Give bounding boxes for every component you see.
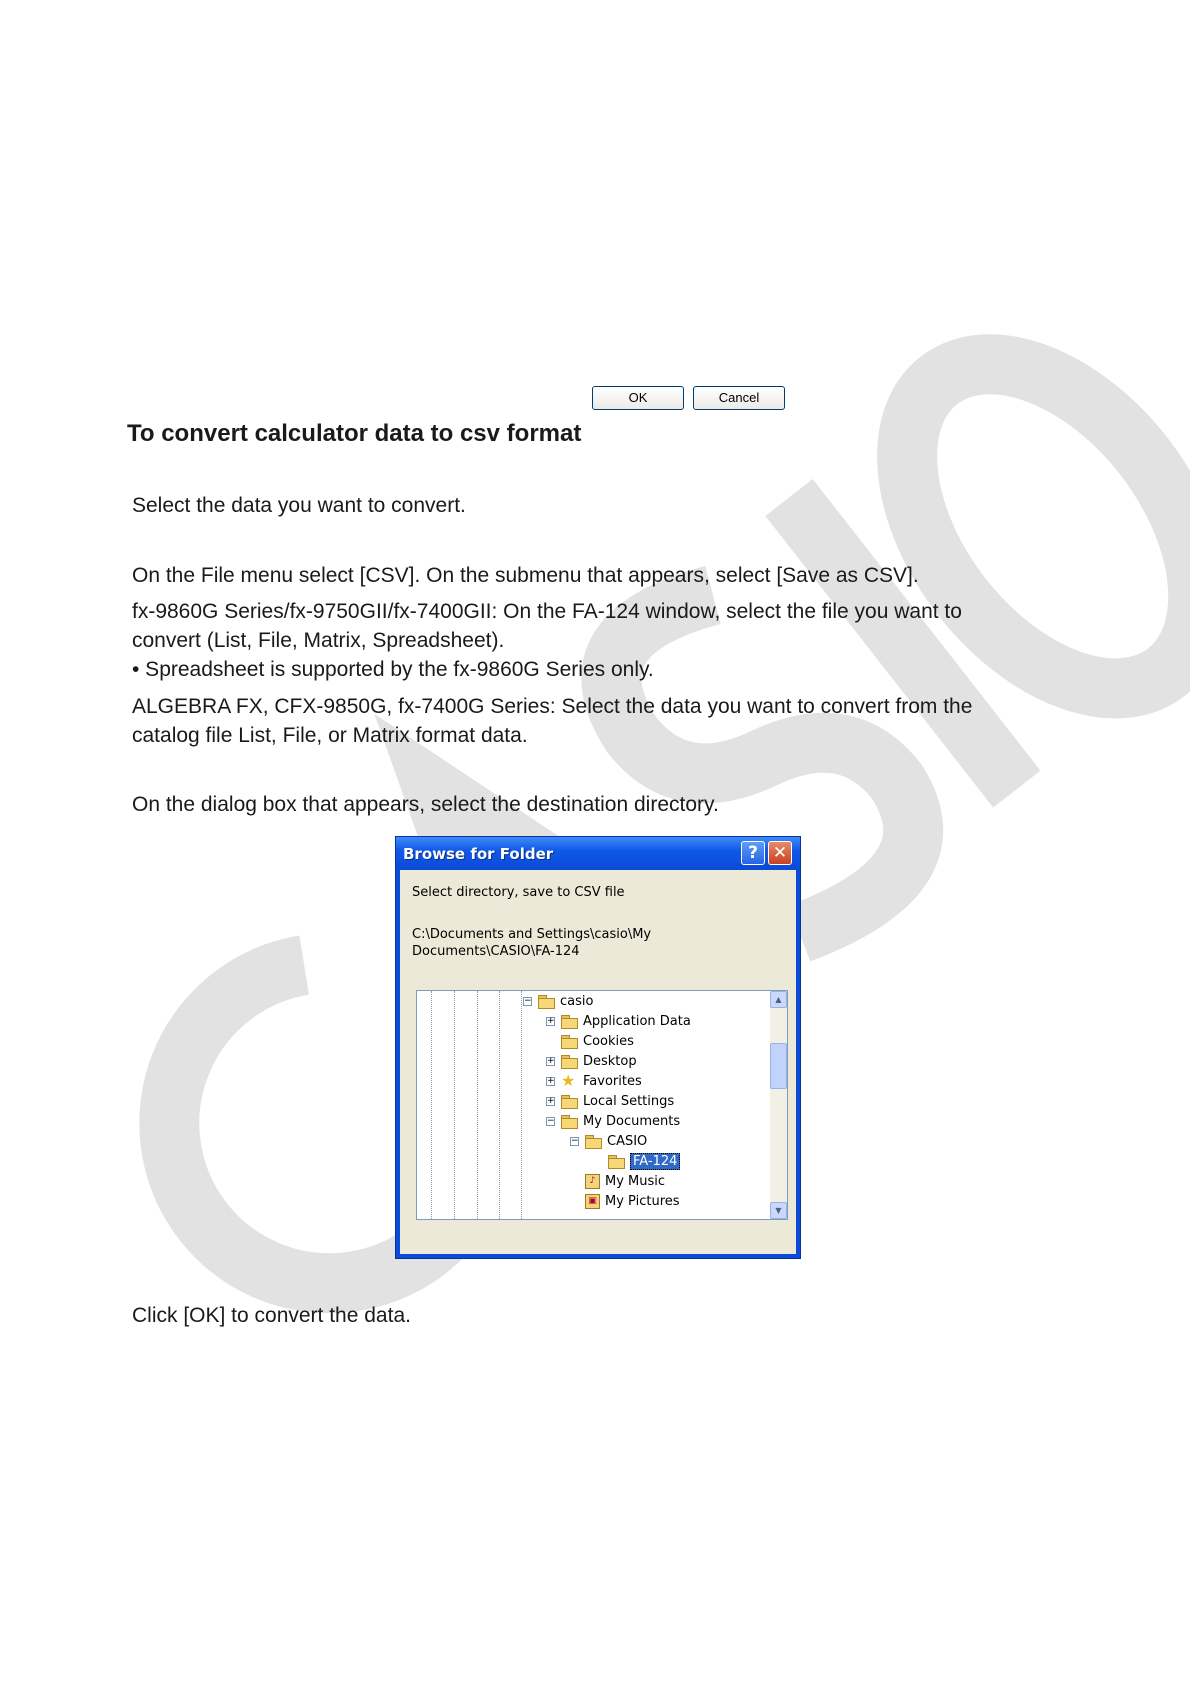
folder-icon	[561, 1015, 578, 1028]
browse-for-folder-dialog	[395, 836, 801, 1259]
tree-item-cookies[interactable]	[546, 1032, 634, 1050]
note-2-line-1: ALGEBRA FX, CFX-9850G, fx-7400G Series: Select the data you want to convert from the	[132, 695, 973, 718]
help-button[interactable]: ?	[741, 841, 765, 865]
note-1-line-2: convert (List, File, Matrix, Spreadsheet).	[132, 629, 505, 652]
close-button[interactable]: ✕	[768, 841, 792, 865]
scroll-thumb[interactable]	[770, 1043, 787, 1089]
dialog-title: Browse for Folder	[403, 845, 554, 863]
collapse-icon[interactable]: −	[547, 1115, 555, 1126]
tree-item-my-documents[interactable]	[546, 1112, 680, 1130]
folder-icon	[585, 1135, 602, 1148]
tree-item-label: My Documents	[583, 1113, 681, 1129]
folder-tree[interactable]	[416, 990, 788, 1220]
folder-icon	[538, 995, 555, 1008]
tree-item-my-music[interactable]	[585, 1172, 665, 1190]
tree-item-label-selected: FA-124	[630, 1153, 680, 1170]
folder-icon	[561, 1095, 578, 1108]
tree-item-label: Local Settings	[583, 1093, 675, 1109]
selected-path: C:\Documents and Settings\casio\My Documents\CASIO\FA-124	[412, 927, 652, 959]
tree-item-label: casio	[560, 993, 594, 1009]
collapse-icon[interactable]: −	[524, 995, 532, 1006]
tree-item-label: Favorites	[583, 1073, 642, 1089]
tree-item-fa-124[interactable]	[608, 1152, 680, 1170]
tree-item-label: My Pictures	[605, 1193, 680, 1209]
folder-icon	[561, 1035, 578, 1048]
scroll-up-icon[interactable]: ▲	[770, 991, 787, 1008]
scroll-down-icon[interactable]: ▼	[770, 1202, 787, 1219]
cancel-button[interactable]: Cancel	[693, 386, 785, 410]
tree-scrollbar[interactable]	[770, 991, 787, 1219]
star-icon: ★	[561, 1071, 576, 1090]
tree-item-favorites[interactable]	[546, 1072, 642, 1090]
tree-item-casio[interactable]	[523, 992, 593, 1010]
step-2-text: On the File menu select [CSV]. On the submenu that appears, select [Save as CSV].	[132, 564, 919, 587]
section-heading: To convert calculator data to csv format	[127, 420, 582, 447]
music-folder-icon: ♪	[585, 1174, 600, 1189]
ok-button[interactable]: OK	[592, 386, 684, 410]
note-2-line-2: catalog file List, File, or Matrix format data.	[132, 724, 528, 747]
step-1-text: Select the data you want to convert.	[132, 494, 466, 517]
folder-icon	[608, 1155, 625, 1168]
step-3-text: On the dialog box that appears, select the destination directory.	[132, 793, 719, 816]
expand-icon[interactable]: +	[547, 1015, 555, 1026]
expand-icon[interactable]: +	[547, 1075, 555, 1086]
pictures-folder-icon: ▣	[585, 1194, 600, 1209]
step-4-text: Click [OK] to convert the data.	[132, 1304, 411, 1327]
expand-icon[interactable]: +	[547, 1055, 555, 1066]
tree-item-label: CASIO	[607, 1133, 648, 1149]
note-1-bullet: • Spreadsheet is supported by the fx-9860G Series only.	[132, 658, 654, 681]
tree-item-label: My Music	[605, 1173, 666, 1189]
tree-item-application-data[interactable]	[546, 1012, 691, 1030]
tree-item-desktop[interactable]	[546, 1052, 637, 1070]
folder-icon	[561, 1055, 578, 1068]
tree-item-my-pictures[interactable]	[585, 1192, 680, 1210]
dialog-description: Select directory, save to CSV file	[412, 885, 625, 900]
folder-icon	[561, 1115, 578, 1128]
tree-item-label: Application Data	[583, 1013, 691, 1029]
expand-icon[interactable]: +	[547, 1095, 555, 1106]
tree-item-label: Desktop	[583, 1053, 637, 1069]
tree-item-label: Cookies	[583, 1033, 634, 1049]
note-1-line-1: fx-9860G Series/fx-9750GII/fx-7400GII: On the FA-124 window, select the file you want to	[132, 600, 962, 623]
tree-item-casio-folder[interactable]	[570, 1132, 647, 1150]
dialog-body	[400, 870, 796, 1254]
tree-item-local-settings[interactable]	[546, 1092, 674, 1110]
dialog-titlebar[interactable]	[396, 837, 800, 870]
collapse-icon[interactable]: −	[571, 1135, 579, 1146]
